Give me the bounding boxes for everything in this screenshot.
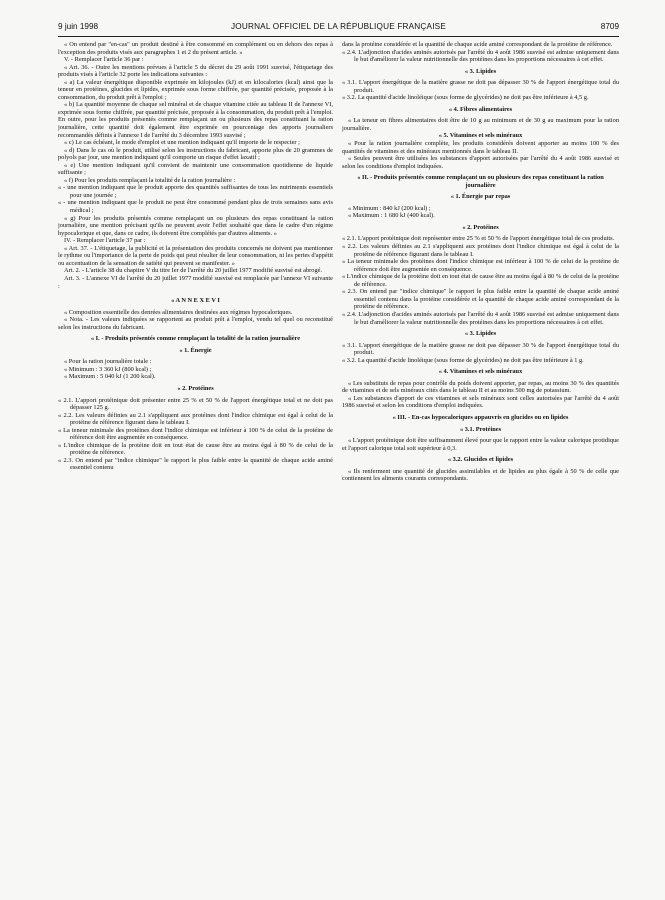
paragraph: « Art. 37. - L'étiquetage, la publicité et la présentation des produits concernés ne doivent pas mentionner le rythme ou l'importance de la perte de poids qui peut résulter de leur consommation, ni les pertes d'appétit ou accentuation de la sensation de satiété qui peuvent se manifester. »	[58, 244, 333, 267]
paragraph: IV. - Remplacer l'article 37 par :	[64, 237, 146, 245]
paragraph: « c) Le cas échéant, le mode d'emploi et une mention indiquant qu'il importe de le respecter ;	[64, 139, 300, 147]
numbered-paragraph: « 3.1. L'apport énergétique de la matière grasse ne doit pas dépasser 30 % de l'apport énergétique total du produit.	[342, 341, 619, 357]
paragraph: Art. 2. - L'article 38 du chapitre V du titre Ier de l'arrêté du 20 juillet 1977 modifié susvisé est abrogé.	[64, 267, 323, 275]
paragraph: « Nota. - Les valeurs indiquées se rapportent au produit prêt à l'emploi, vendu tel quel ou reconstitué selon les instructions du fabricant.	[58, 316, 333, 331]
paragraph: « Art. 36. - Outre les mentions prévues à l'article 5 du décret du 29 août 1991 susvisé, l'étiquetage des produits visés à l'article 32 porte les indications suivantes :	[58, 63, 333, 79]
header-title: JOURNAL OFFICIEL DE LA RÉPUBLIQUE FRANÇAISE	[230, 22, 446, 31]
numbered-paragraph: « 2.4. L'adjonction d'acides aminés autorisés par l'arrêté du 4 août 1986 susvisé est admise uniquement dans le but d'améliorer la valeur nutritionnelle des protéines dans les proportions nécessaires à cet effet.	[342, 310, 619, 326]
paragraph: Art. 3. - L'annexe VI de l'arrêté du 20 juillet 1977 modifié susvisé est remplacée par l'annexe VI suivante :	[58, 274, 333, 290]
paragraph: « Composition essentielle des denrées alimentaires destinées aux régimes hypocaloriques.	[64, 308, 293, 316]
paragraph: « b) La quantité moyenne de chaque sel minéral et de chaque vitamine citée au tableau II de l'annexe VI, exprimée sous forme chiffrée, par quantité précisée, proposée à la consommation, du produit prêt à l'emploi. En outre, pour les produits présentés comme remplaçant un ou plusieurs des repas constituant la ration journalière, cette quantité doit également être exprimée en pourcentage des apports journaliers recommandés définis à l'annexe I de l'arrêté du 3 décembre 1993 susvisé ;	[58, 101, 333, 139]
paragraph: « L'apport protéinique doit être suffisamment élevé pour que le rapport entre la valeur calorique protidique et l'apport calorique total soit supérieur à 0,3.	[342, 437, 619, 452]
spacer	[58, 290, 333, 297]
section-heading: « 3.1. Protéines	[459, 425, 502, 433]
numbered-paragraph: « 3.2. La quantité d'acide linoléique (sous forme de glycérides) ne doit pas être inférieure à 1 g.	[342, 356, 584, 364]
section-heading: « 4. Vitamines et sels minéraux	[438, 368, 523, 376]
section-heading: « 2. Protéines	[462, 223, 499, 231]
paragraph: « On entend par "en-cas" un produit destiné à être consommé en complément ou en dehors des repas à l'exception des produits visés aux paragraphes 1 et 2 du présent article. »	[58, 41, 333, 56]
numbered-paragraph: « 2.2. Les valeurs définies au 2.1 s'appliquent aux protéines dont l'indice chimique est égal à celui de la protéine de référence figurant dans le tableau I.	[58, 411, 333, 427]
paragraph: « g) Pour les produits présentés comme remplaçant un ou plusieurs des repas constituant la ration journalière, une mention précisant qu'ils ne peuvent avoir l'effet souhaité que dans le cadre d'un régime hypocalorique et que, dans ce cadre, ils doivent être complétés par d'autres aliments. »	[58, 214, 333, 237]
paragraph: « Ils renferment une quantité de glucides assimilables et de lipides au plus égale à 50 % de celle que contiennent les aliments courants correspondants.	[342, 467, 619, 483]
paragraph: « Seules peuvent être utilisées les substances d'apport autorisées par l'arrêté du 4 août 1986 susvisé et selon les conditions d'emploi indiquées.	[342, 155, 619, 170]
section-heading: « 5. Vitamines et sels minéraux	[438, 132, 523, 140]
numbered-paragraph: « 3.1. L'apport énergétique de la matière grasse ne doit pas dépasser 30 % de l'apport énergétique total du produit.	[342, 79, 619, 94]
numbered-paragraph: « 2.3. On entend par "indice chimique" le rapport le plus faible entre la quantité de chaque acide aminé essentiel contenu	[58, 456, 333, 472]
numbered-paragraph: « L'indice chimique de la protéine doit en tout état de cause être au moins égal à 80 % de celui de la protéine de référence.	[342, 273, 619, 288]
section-heading: « 1. Énergie	[179, 346, 212, 354]
section-heading: « II. - Produits présentés comme remplaçant un ou plusieurs des repas constituant la ration journalière	[357, 174, 604, 189]
page-header	[58, 22, 619, 36]
paragraph: « Minimum : 840 kJ (200 kcal) ;	[348, 204, 431, 212]
header-rule	[58, 36, 619, 37]
numbered-paragraph: « 2.1. L'apport protéinique doit présenter entre 25 % et 50 % de l'apport énergétique total et ne doit pas dépasser 125 g.	[58, 396, 333, 412]
section-heading: « 3. Lipides	[464, 67, 497, 75]
paragraph: « d) Dans le cas où le produit, utilisé selon les instructions du fabricant, apporte plus de 20 grammes de polyols par jour, une mention indiquant qu'il comporte un risque d'effet laxatif ;	[58, 146, 333, 162]
paragraph: « f) Pour les produits remplaçant la totalité de la ration journalière :	[64, 176, 236, 184]
header-date: 9 juin 1998	[58, 22, 99, 31]
section-heading: « 3.2. Glucides et lipides	[447, 456, 514, 464]
paragraph: « Les substituts de repas pour contrôle du poids doivent apporter, par repas, au moins 30 % des quantités de vitamines et de sels minéraux cités dans le tableau II et au moins 500 mg de potassium.	[342, 379, 619, 395]
paragraph: V. - Remplacer l'article 36 par :	[64, 56, 144, 64]
section-heading: « 3. Lipides	[464, 330, 497, 338]
numbered-paragraph: « La teneur minimale des protéines dont l'indice chimique est inférieur à 100 % de celui de la protéine de référence doit être augmentée en conséquence.	[342, 258, 619, 273]
paragraph: « a) La valeur énergétique disponible exprimée en kilojoules (kJ) et en kilocalories (kcal) ainsi que la teneur en protéines, glucides et lipides, exprimée sous forme chiffrée, par quantité précisée, proposée à la consommation, du produit prêt à l'emploi ;	[58, 78, 333, 101]
section-heading: « 4. Fibres alimentaires	[448, 105, 513, 113]
section-heading: « 1. Énergie par repas	[450, 193, 511, 201]
header-page-number: 8709	[600, 22, 619, 31]
numbered-paragraph: « L'indice chimique de la protéine doit en tout état de cause être au moins égal à 80 % de celui de la protéine de référence.	[58, 441, 333, 457]
paragraph: « La teneur en fibres alimentaires doit être de 10 g au minimum et de 30 g au maximum pour la ration journalière.	[342, 117, 619, 132]
paragraph: « Pour la ration journalière totale :	[64, 358, 152, 366]
numbered-paragraph: « 2.4. L'adjonction d'acides aminés autorisés par l'arrêté du 4 août 1986 susvisé est admise uniquement dans le but d'améliorer la valeur nutritionnelle des protéines dans les proportions nécessaires à cet effet.	[342, 48, 619, 64]
left-column	[58, 41, 333, 893]
numbered-paragraph: « La teneur minimale des protéines dont l'indice chimique est inférieur à 100 % de celui de la protéine de référence doit être augmentée en conséquence.	[58, 426, 333, 442]
paragraph: « e) Une mention indiquant qu'il convient de maintenir une consommation quotidienne de liquide suffisante ;	[58, 161, 333, 177]
paragraph: « Maximum : 1 680 kJ (400 kcal).	[348, 212, 435, 220]
paragraph: « Les substances d'apport de ces vitamines et sels minéraux sont celles autorisées par l'arrêté du 4 août 1986 susvisé et selon les conditions d'emploi indiquées.	[342, 394, 619, 410]
numbered-paragraph: « - une mention indiquant que le produit apporte des quantités suffisantes de tous les nutriments essentiels pour une journée ;	[58, 184, 333, 199]
section-heading: « A N N E X E V I	[171, 297, 220, 305]
right-column	[342, 41, 619, 893]
numbered-paragraph: « - une mention indiquant que le produit ne peut être consommé pendant plus de trois semaines sans avis médical ;	[58, 199, 333, 215]
paragraph: « Minimum : 3 360 kJ (800 kcal) ;	[64, 365, 152, 373]
numbered-paragraph: dans la protéine considérée et la quantité de chaque acide aminé correspondant de la protéine de référence.	[342, 41, 613, 48]
paragraph: « Maximum : 5 040 kJ (1 200 kcal).	[64, 373, 156, 381]
numbered-paragraph: « 3.2. La quantité d'acide linoléique (sous forme de glycérides) ne doit pas être inférieure à 4,5 g.	[342, 94, 589, 102]
numbered-paragraph: « 2.3. On entend par "indice chimique" le rapport le plus faible entre la quantité de chaque acide aminé essentiel contenu dans la protéine considérée et la quantité de chaque acide aminé correspondant de la protéine de référence.	[342, 288, 619, 311]
paragraph: « Pour la ration journalière complète, les produits considérés doivent apporter au moins 100 % des quantités de vitamines et des minéraux mentionnés dans le tableau II.	[342, 140, 619, 155]
numbered-paragraph: « 2.2. Les valeurs définies au 2.1 s'appliquent aux protéines dont l'indice chimique est égal à celui de la protéine de référence figurant dans le tableau I.	[342, 243, 619, 258]
section-heading: « I. - Produits présentés comme remplaçant la totalité de la ration journalière	[90, 335, 301, 343]
numbered-paragraph: « 2.1. L'apport protéinique doit représenter entre 25 % et 50 % de l'apport énergétique total de ces produits.	[342, 235, 615, 243]
section-heading: « 2. Protéines	[177, 384, 214, 392]
section-heading: « III. - En-cas hypocaloriques appauvris en glucides ou en lipides	[392, 413, 569, 421]
